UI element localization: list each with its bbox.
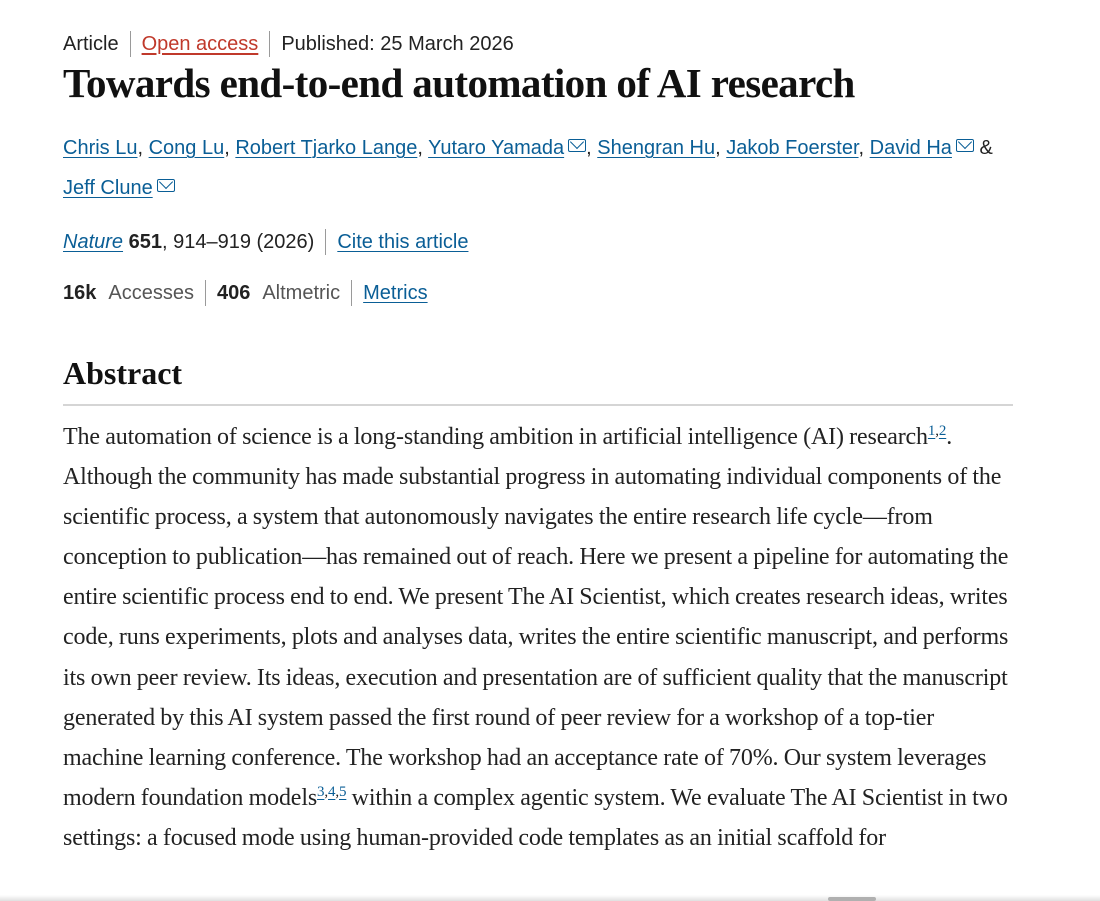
author-link[interactable]: Shengran Hu <box>597 137 716 159</box>
author-separator: , <box>417 137 429 159</box>
accesses-label: Accesses <box>108 281 194 304</box>
author-separator: , <box>858 137 870 159</box>
reference-group: 1,2 <box>927 423 947 439</box>
author-separator: , <box>586 137 598 159</box>
author-link[interactable]: Chris Lu <box>63 137 138 159</box>
page-fold-shadow <box>0 895 1100 901</box>
article-title: Towards end-to-end automation of AI research <box>63 60 855 106</box>
article-metrics <box>63 280 428 306</box>
section-divider <box>63 404 1013 406</box>
reference-group: 3,4,5 <box>317 783 347 800</box>
divider <box>130 31 131 57</box>
author-link[interactable]: David Ha <box>869 137 952 159</box>
divider <box>351 280 352 306</box>
abstract-text-part: within a complex agentic system. We evaluate The AI Scientist in two settings: a focused mode using human-provided code templates as an initial scaffold for <box>63 784 1008 851</box>
cite-article-link[interactable]: Cite this article <box>337 230 469 253</box>
altmetric-label: Altmetric <box>262 281 341 304</box>
author-separator: , <box>715 137 727 159</box>
author-list <box>63 128 1023 208</box>
metrics-link[interactable]: Metrics <box>363 281 428 304</box>
article-type: Article <box>63 32 119 55</box>
author-separator: , <box>137 137 149 159</box>
abstract-text-part: The automation of science is a long-standing ambition in artificial intelligence (AI) research <box>63 424 928 450</box>
journal-link[interactable]: Nature <box>63 230 124 253</box>
reference-link[interactable]: 5 <box>338 783 347 800</box>
abstract-text-part: . Although the community has made substantial progress in automating individual components of the scientific process, a system that autonomously navigates the entire research life cycle—from conception to publication—has remained out of reach. Here we present a pipeline for automating the entire scientific process end to end. We present The AI Scientist, which creates research ideas, writes code, runs experiments, plots and analyses data, writes the entire scientific manuscript, and performs its own peer review. Its ideas, execution and presentation are of sufficient quality that the manuscript generated by this AI system passed the first round of peer review for a workshop of a top-tier machine learning conference. The workshop had an acceptance rate of 70%. Our system leverages modern foundation models <box>63 424 1009 811</box>
author-link[interactable]: Jeff Clune <box>63 177 153 199</box>
journal-pages: , 914–919 (2026) <box>161 230 315 253</box>
divider <box>205 280 206 306</box>
reference-link[interactable]: 2 <box>938 423 947 439</box>
open-access-link[interactable]: Open access <box>141 32 259 55</box>
reference-link[interactable]: 3 <box>317 783 325 800</box>
citation-line <box>63 229 468 255</box>
published-date: Published: 25 March 2026 <box>281 32 514 55</box>
author-link[interactable]: Jakob Foerster <box>726 137 859 159</box>
journal-volume: 651 <box>128 230 162 253</box>
divider <box>269 31 270 57</box>
author-link[interactable]: Cong Lu <box>148 137 225 159</box>
author-separator: , <box>224 137 236 159</box>
divider <box>325 229 326 255</box>
author-separator: & <box>973 137 993 159</box>
altmetric-score: 406 <box>216 281 251 304</box>
email-icon[interactable] <box>568 139 586 152</box>
article-meta <box>63 31 514 57</box>
email-icon[interactable] <box>157 179 175 192</box>
reference-link[interactable]: 4 <box>328 783 336 800</box>
accesses-count: 16k <box>63 281 97 304</box>
author-link[interactable]: Robert Tjarko Lange <box>235 137 418 159</box>
email-icon[interactable] <box>956 139 974 152</box>
abstract-heading: Abstract <box>63 355 183 391</box>
abstract-text <box>63 417 1013 858</box>
author-link[interactable]: Yutaro Yamada <box>428 137 565 159</box>
reference-link[interactable]: 1 <box>927 423 936 439</box>
horizontal-scrollbar-thumb[interactable] <box>828 897 876 901</box>
